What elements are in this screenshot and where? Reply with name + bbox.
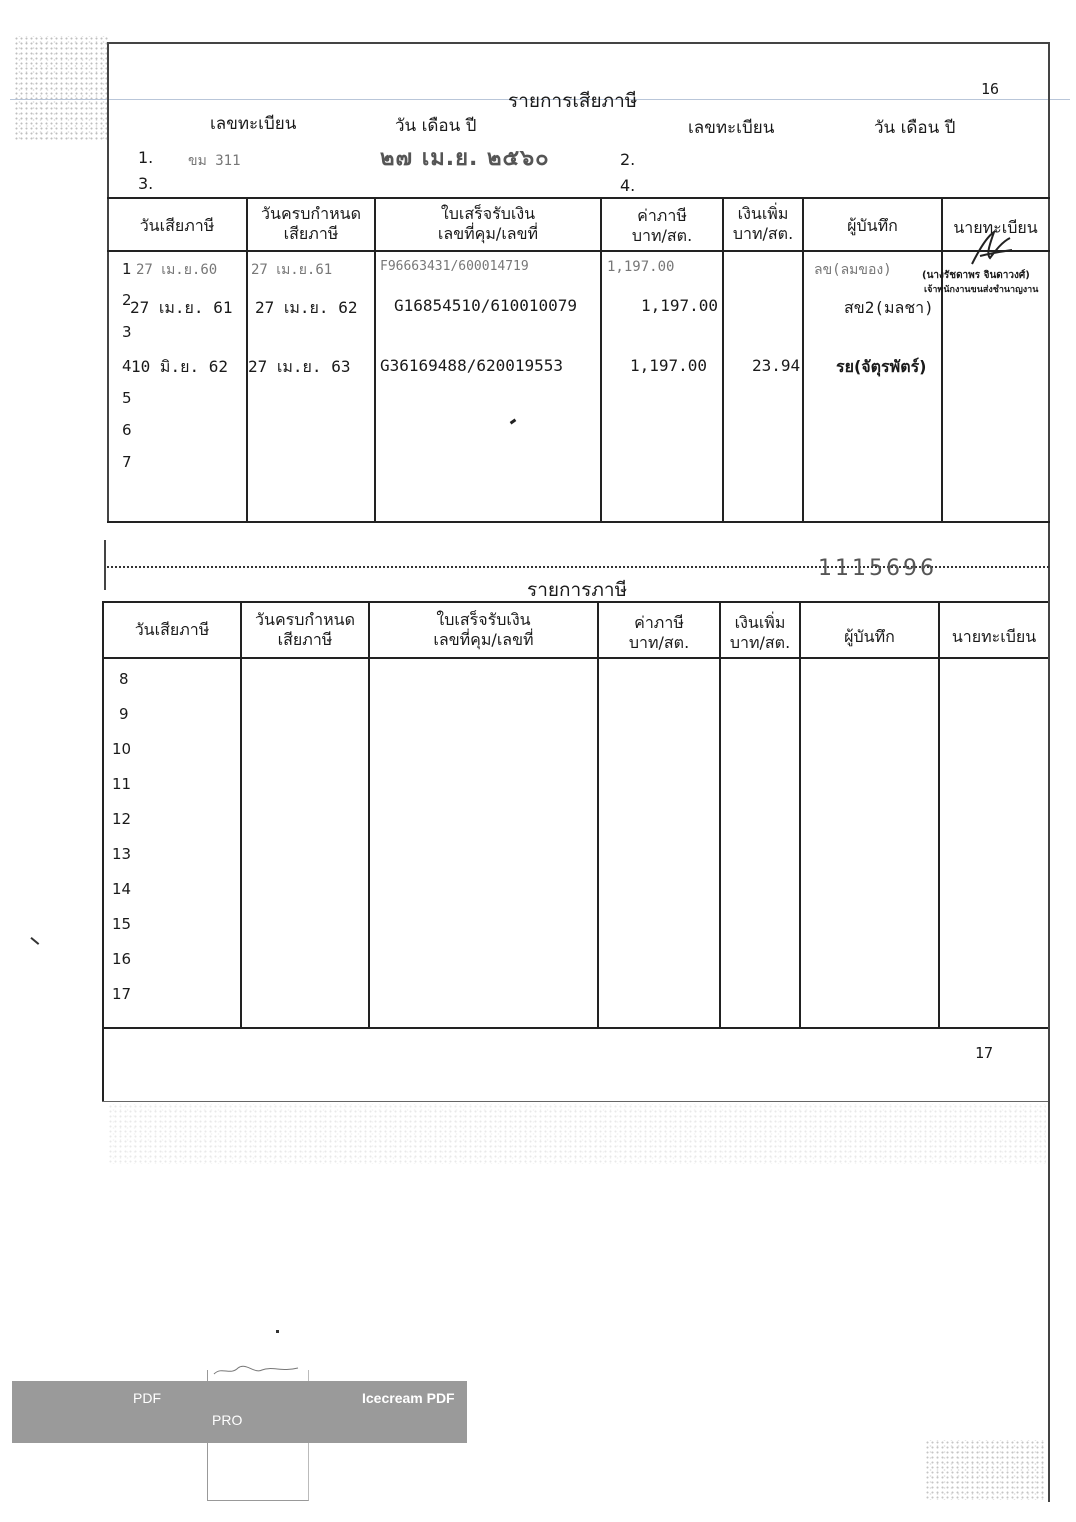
t2-row-number: 10	[112, 740, 132, 758]
t1-row1-recorder: ลข(ลมของ)	[814, 262, 892, 278]
t1-row-number: 1	[122, 260, 132, 278]
watermark-pro-text: PRO	[212, 1412, 243, 1428]
t1-row2-receipt: G16854510/610010079	[394, 296, 578, 315]
scan-shading-lower	[108, 1104, 1046, 1164]
table1-col-divider-4	[722, 197, 724, 521]
t2-row-number: 11	[112, 775, 132, 793]
t1-row4-surcharge: 23.94	[752, 356, 801, 375]
t1-row1-receipt: F96663431/600014719	[380, 259, 529, 274]
table2-left-border	[102, 601, 104, 1101]
t2-row-number: 14	[112, 880, 132, 898]
t2-row-number: 12	[112, 810, 132, 828]
t1-header-registrar: นายทะเบียน	[953, 218, 1038, 237]
table1-header-divider	[107, 250, 1050, 252]
table1-top-border	[107, 197, 1050, 199]
t2-row-number: 13	[112, 845, 132, 863]
reg-entry-4-no: 4.	[620, 176, 636, 195]
table2-col-divider-1	[240, 601, 242, 1027]
t1-row1-due-date: 27 เม.ย.61	[251, 262, 333, 278]
t2-header-due-date: วันครบกำหนด เสียภาษี	[255, 610, 355, 649]
table2-col-divider-2	[368, 601, 370, 1027]
t1-row-number: 3	[122, 323, 132, 341]
t2-header-receipt: ใบเสร็จรับเงิน เลขที่คุม/เลขที่	[433, 610, 534, 649]
table2-bottom-border	[102, 1027, 1048, 1029]
t1-row2-pay-date: 27 เม.ย. 61	[130, 298, 233, 317]
label-reg-right: เลขทะเบียน	[688, 118, 775, 138]
t1-row2-tax: 1,197.00	[641, 296, 719, 315]
t1-row2-recorder: สข2(มลชา)	[844, 298, 934, 317]
ink-mark	[510, 419, 517, 425]
t1-header-due-date: วันครบกำหนด เสียภาษี	[261, 204, 361, 243]
t2-row-number: 16	[112, 950, 132, 968]
t2-header-surcharge: เงินเพิ่ม บาท/สต.	[729, 613, 791, 652]
t2-row-number: 9	[119, 705, 129, 723]
section1-title: รายการเสียภาษี	[508, 90, 638, 112]
page-frame-right-edge	[1048, 42, 1050, 1502]
scan-noise-bottom-right	[925, 1440, 1045, 1500]
page-frame-left-edge	[107, 42, 109, 522]
t1-row-number: 7	[122, 453, 132, 471]
table2-col-divider-4	[719, 601, 721, 1027]
reg-entry-1-plate: ขม 311	[188, 153, 241, 169]
table1-bottom-border	[107, 521, 1050, 523]
table2-col-divider-5	[799, 601, 801, 1027]
table2-header-divider	[102, 657, 1048, 659]
t2-row-number: 17	[112, 985, 132, 1003]
table1-col-divider-2	[374, 197, 376, 521]
label-date-right: วัน เดือน ปี	[874, 118, 956, 138]
section2-title: รายการภาษี	[527, 579, 628, 601]
reg-entry-1-no: 1.	[138, 148, 154, 167]
section2-left-edge	[104, 540, 106, 590]
table1-col-divider-6	[941, 197, 943, 521]
label-date-left: วัน เดือน ปี	[395, 116, 477, 136]
section2-stamp-number: 1115696	[818, 556, 937, 581]
stray-mark	[276, 1330, 279, 1333]
t1-header-pay-date: วันเสียภาษี	[139, 216, 215, 235]
t1-row-number: 4	[122, 357, 132, 375]
t1-row4-due-date: 27 เม.ย. 63	[248, 357, 351, 376]
section2-bottom-edge	[102, 1101, 1048, 1102]
reg-entry-3-no: 3.	[138, 174, 154, 193]
t1-row-number: 2	[122, 291, 132, 309]
t1-row4-pay-date: 10 มิ.ย. 62	[131, 357, 228, 376]
t2-row-number: 8	[119, 670, 129, 688]
page-number-bottom: 17	[975, 1044, 994, 1062]
t1-row-number: 6	[122, 421, 132, 439]
stray-mark	[31, 937, 40, 945]
table1-col-divider-5	[802, 197, 804, 521]
t2-header-tax: ค่าภาษี บาท/สต.	[628, 613, 690, 652]
table2-top-border	[102, 601, 1048, 603]
t1-header-recorder: ผู้บันทึก	[847, 216, 898, 235]
t2-header-pay-date: วันเสียภาษี	[134, 620, 210, 639]
t1-row1-tax: 1,197.00	[607, 259, 675, 275]
registrar-stamp-position: เจ้าพนักงานขนส่งชำนาญงาน	[924, 285, 1039, 295]
table2-col-divider-6	[938, 601, 940, 1027]
registrar-signature-icon	[966, 228, 1016, 270]
t1-header-surcharge: เงินเพิ่ม บาท/สต.	[732, 204, 794, 243]
label-reg-left: เลขทะเบียน	[210, 114, 297, 134]
t1-row4-recorder: รย(จัตุรพัตร์)	[836, 357, 927, 376]
reg-entry-2-no: 2.	[620, 150, 636, 169]
t1-row2-due-date: 27 เม.ย. 62	[255, 298, 358, 317]
t1-row-number: 5	[122, 389, 132, 407]
t2-header-registrar: นายทะเบียน	[951, 627, 1037, 646]
t1-header-tax: ค่าภาษี บาท/สต.	[631, 206, 693, 245]
watermark-brand-text: Icecream PDF	[362, 1390, 455, 1406]
t1-row1-pay-date: 27 เม.ย.60	[136, 262, 218, 278]
t2-header-recorder: ผู้บันทึก	[844, 627, 895, 646]
t1-row4-receipt: G36169488/620019553	[380, 356, 564, 375]
scan-noise-top-left	[14, 36, 108, 140]
t1-header-receipt: ใบเสร็จรับเงิน เลขที่คุม/เลขที่	[437, 204, 539, 243]
registrar-stamp-name: (นางรัชดาพร จินดาวงศ์)	[922, 270, 1030, 281]
page-number-top: 16	[981, 80, 1000, 98]
table2-col-divider-3	[597, 601, 599, 1027]
t2-row-number: 15	[112, 915, 132, 933]
reg-entry-1-date: ๒๗ เม.ย. ๒๕๖๐	[380, 146, 550, 171]
faint-scribble-icon	[212, 1360, 302, 1380]
page-frame-top-edge	[107, 42, 1050, 44]
t1-row4-tax: 1,197.00	[630, 356, 708, 375]
watermark-pdf-text: PDF	[133, 1390, 161, 1406]
